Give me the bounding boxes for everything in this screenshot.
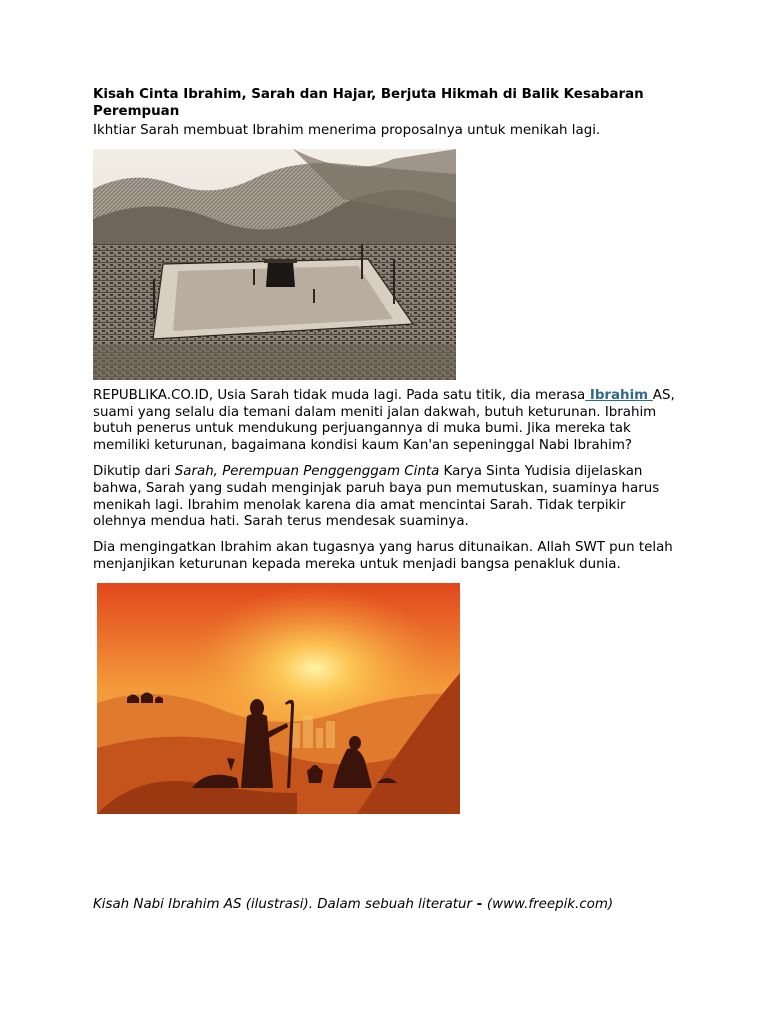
article-subtitle: Ikhtiar Sarah membuat Ibrahim menerima proposalnya untuk menikah lagi. xyxy=(93,123,601,138)
caption-source: (www.freepik.com) xyxy=(486,897,614,912)
article-title: Kisah Cinta Ibrahim, Sarah dan Hajar, Berjuta Hikmah di Balik Kesabaran Perempuan xyxy=(93,87,644,119)
caption-text: Kisah Nabi Ibrahim AS (ilustrasi). Dalam sebuah literatur xyxy=(93,897,473,912)
paragraph-3: Dia mengingatkan Ibrahim akan tugasnya yang harus ditunaikan. Allah SWT pun telah menjanjikan keturunan kepada mereka untuk menjadi bangsa penakluk dunia. xyxy=(93,540,673,572)
paragraph-1-text-b: AS, suami yang selalu dia temani dalam meniti jalan dakwah, butuh keturunan. Ibrahim butuh penerus untuk mendukung perjuangannya di muka bumi. Jika mereka tak memiliki keturunan, bagaimana kondisi kaum Kan'an sepeninggal Nabi Ibrahim? xyxy=(93,387,675,454)
ibrahim-illustration-image xyxy=(97,583,460,814)
article xyxy=(93,86,683,814)
paragraph-2-text-b: Karya Sinta Yudisia dijelaskan bahwa, Sarah yang sudah menginjak paruh baya pun memutuskan, suaminya harus menikah lagi. Ibrahim menolak karena dia amat mencintai Sarah. Tidak terpikir olehnya mendua hati. Sarah terus mendesak suaminya. xyxy=(93,463,660,530)
book-title: Sarah, Perempuan Penggenggam Cinta xyxy=(174,463,440,479)
mecca-engraving-image xyxy=(93,149,456,380)
paragraph-2 xyxy=(93,464,683,531)
caption-dash: - xyxy=(472,897,487,912)
ibrahim-link[interactable]: Ibrahim xyxy=(585,387,653,403)
paragraph-1 xyxy=(93,388,683,455)
paragraph-2-text-a: Dikutip dari xyxy=(93,463,175,479)
paragraph-1-text-a: REPUBLIKA.CO.ID, Usia Sarah tidak muda lagi. Pada satu titik, dia merasa xyxy=(93,387,586,403)
image-caption xyxy=(93,897,613,912)
